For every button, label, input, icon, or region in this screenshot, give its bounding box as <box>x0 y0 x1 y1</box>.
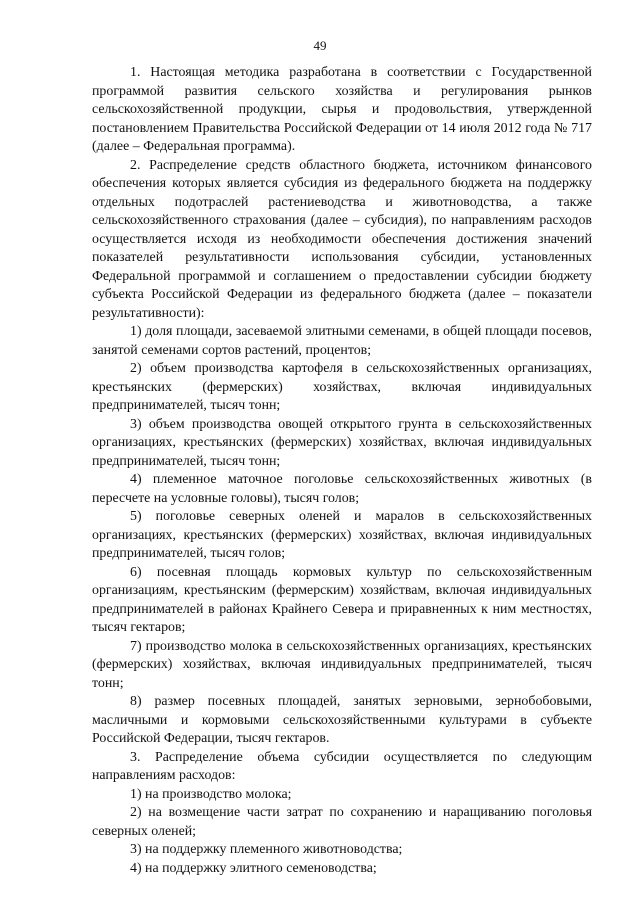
list-item-indicator-6: 6) посевная площадь кормовых культур по сельскохозяйственным организациям, крестьянским (фермерским) хозяйствам, включая индивидуальных предпринимателей в районах Крайнего Севера и приравненных к ним местностях, тысяч гектаров; <box>92 564 592 635</box>
list-item-indicator-3: 3) объем производства овощей открытого грунта в сельскохозяйственных организациях, крестьянских (фермерских) хозяйствах, включая индивидуальных предпринимателей, тысяч тонн; <box>92 416 592 469</box>
page-number: 49 <box>313 38 327 53</box>
list-item-direction-2: 2) на возмещение части затрат по сохранению и наращиванию поголовья северных оленей; <box>92 805 592 839</box>
list-item-direction-1: 1) на производство молока; <box>130 786 292 802</box>
list-item-indicator-4: 4) племенное маточное поголовье сельскохозяйственных животных (в пересчете на условные головы), тысяч голов; <box>92 472 592 506</box>
list-item-direction-3: 3) на поддержку племенного животноводства; <box>130 842 403 857</box>
paragraph-2: 2. Распределение средств областного бюджета, источником финансового обеспечения которых является субсидия из федерального бюджета на поддержку отдельных подотраслей растениеводства и животноводства, а также сельскохозяйственного страхования (далее – субсидия), по направлениям расходов осуществляется исходя из необходимости обеспечения достижения значений показателей результативности использования субсидии, установленных Федеральной программой и соглашением о предоставлении субсидии бюджету субъекта Российской Федерации из федерального бюджета (далее – показатели результативности): <box>92 157 592 321</box>
paragraph-3: 3. Распределение объема субсидии осуществляется по следующим направлениям расходов: <box>92 749 592 783</box>
list-item-indicator-1: 1) доля площади, засеваемой элитными семенами, в общей площади посевов, занятой семенами сортов растений, процентов; <box>92 324 592 358</box>
list-item-indicator-8: 8) размер посевных площадей, занятых зерновыми, зернобобовыми, масличными и кормовыми сельскохозяйственными культурами в субъекте Российской Федерации, тысяч гектаров. <box>92 694 592 746</box>
list-item-indicator-7: 7) производство молока в сельскохозяйственных организациях, крестьянских (фермерских) хозяйствах, включая индивидуальных предпринимателей, тысяч тонн; <box>92 638 592 691</box>
paragraph-1: 1. Настоящая методика разработана в соответствии с Государственной программой развития сельского хозяйства и регулирования рынков сельскохозяйственной продукции, сырья и продовольствия, утвержденной постановлением Правительства Российской Федерации от 14 июля 2012 года № 717 (далее – Федеральная программа). <box>92 65 592 154</box>
document-body <box>92 64 592 878</box>
list-item-indicator-5: 5) поголовье северных оленей и маралов в сельскохозяйственных организациях, крестьянских (фермерских) хозяйствах, включая индивидуальных предпринимателей, тысяч голов; <box>92 509 592 561</box>
list-item-direction-4: 4) на поддержку элитного семеноводства; <box>130 860 377 876</box>
list-item-indicator-2: 2) объем производства картофеля в сельскохозяйственных организациях, крестьянских (фермерских) хозяйствах, включая индивидуальных предпринимателей, тысяч тонн; <box>92 361 592 413</box>
